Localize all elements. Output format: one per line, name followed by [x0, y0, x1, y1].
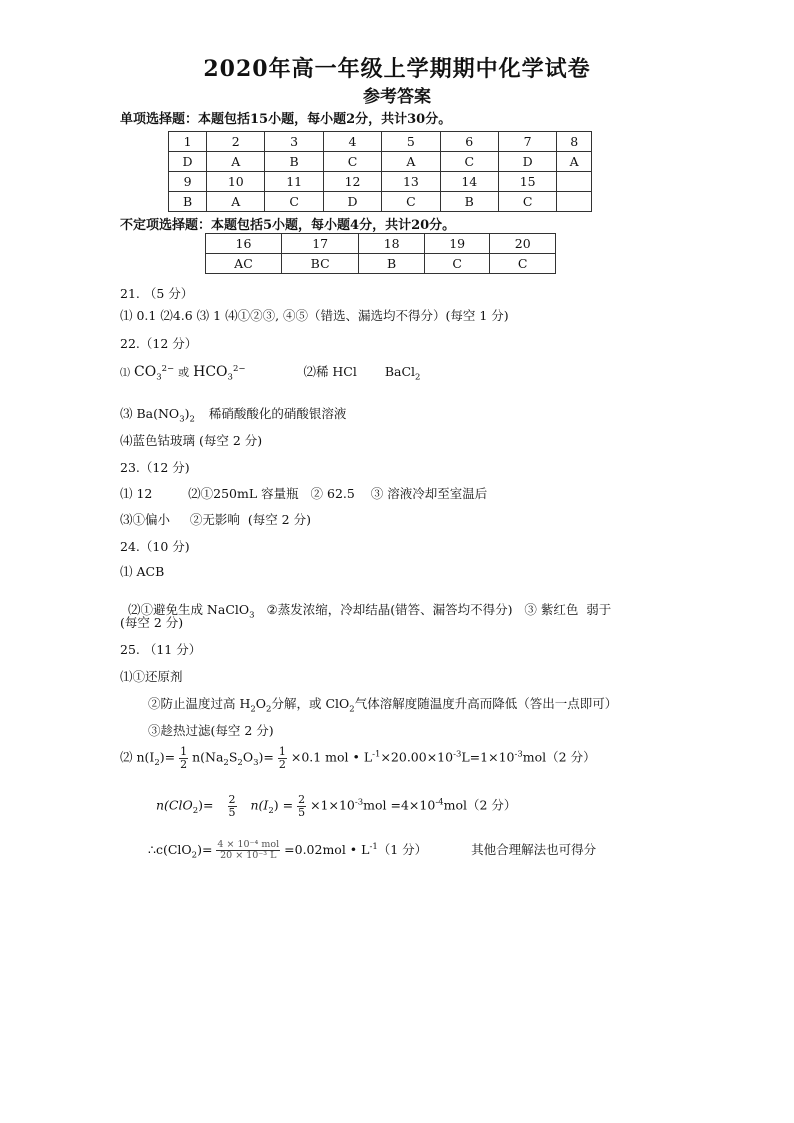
multi-choice-cell: 16 — [206, 234, 282, 254]
single-choice-cell: C — [265, 192, 323, 212]
question-21-answer: ⑴ 0.1 ⑵4.6 ⑶ 1 ⑷①②③, ④⑤（错选、漏选均不得分）(每空 1 分) — [120, 308, 509, 323]
single-choice-row — [169, 172, 592, 192]
question-25-answer-2: ②防止温度过高 $H_2O_2$分解，或 ClO$_2$气体溶解度随温度升高而降低（答出一点即可） — [148, 696, 618, 715]
single-choice-cell: C — [498, 192, 556, 212]
question-24-answer-1: ⑴ ACB — [120, 564, 165, 579]
multi-choice-answer-table — [205, 233, 556, 274]
multi-choice-row — [206, 234, 556, 254]
single-choice-cell: 7 — [498, 132, 556, 152]
multi-choice-cell: B — [359, 254, 425, 274]
multi-choice-cell: 18 — [359, 234, 425, 254]
single-choice-answer-table — [168, 131, 592, 212]
single-choice-cell: 15 — [498, 172, 556, 192]
question-24-answer-2: ⑵①避免生成 NaClO$_3$ ②蒸发浓缩，冷却结晶(错答、漏答均不得分) ③ 紫红色 弱于 — [127, 602, 612, 621]
single-choice-cell: 3 — [265, 132, 323, 152]
multi-choice-cell: AC — [206, 254, 282, 274]
question-24-answer-note: (每空 2 分) — [120, 615, 184, 630]
single-choice-cell — [557, 172, 592, 192]
single-choice-cell: 12 — [323, 172, 381, 192]
fraction-concentration: $\frac{\text{4 × 10⁻⁴ mol}}{\text{20 × 10⁻³ L}}$ — [217, 839, 280, 861]
single-choice-cell: A — [207, 192, 265, 212]
question-23-answer-3: ⑶①偏小 ②无影响 (每空 2 分) — [120, 512, 311, 527]
single-choice-cell: 11 — [265, 172, 323, 192]
fraction-two-fifths: $\frac{2}{5}$ — [228, 793, 236, 819]
question-22-answer-4: ⑷蓝色钴玻璃 (每空 2 分) — [120, 433, 263, 448]
single-choice-cell: 8 — [557, 132, 592, 152]
multi-choice-cell: BC — [281, 254, 358, 274]
question-25-answer-1: ⑴①还原剂 — [120, 669, 183, 684]
single-choice-row — [169, 192, 592, 212]
single-choice-cell: C — [323, 152, 381, 172]
question-25-heading: 25. （11 分） — [120, 642, 202, 657]
multi-choice-cell: 17 — [281, 234, 358, 254]
page-title: 2020年高一年级上学期期中化学试卷 — [203, 56, 591, 82]
single-choice-cell: 6 — [440, 132, 498, 152]
multi-choice-cell: 20 — [490, 234, 556, 254]
single-choice-row — [169, 152, 592, 172]
calc-line-2: n(ClO$_2$)= $\frac{2}{5}$ $n(I_2)$ = $\frac{2}{5}$ $\times 1\times 10^{-3}mol =4\times 10^{-4}mol(2$ 分） — [156, 793, 517, 819]
single-choice-cell: D — [498, 152, 556, 172]
fraction-one-half: $\frac{1}{2}$ — [180, 745, 188, 771]
single-choice-cell: 4 — [323, 132, 381, 152]
question-23-heading: 23.（12 分) — [120, 460, 190, 475]
single-choice-cell: 9 — [169, 172, 207, 192]
section-multi-choice-heading: 不定项选择题：本题包括5小题，每小题4分，共计20分。 — [120, 218, 456, 233]
single-choice-cell: B — [440, 192, 498, 212]
single-choice-cell: A — [382, 152, 440, 172]
single-choice-cell: C — [382, 192, 440, 212]
section-single-choice-heading: 单项选择题：本题包括15小题，每小题2分，共计30分。 — [120, 112, 452, 127]
question-21-heading: 21. （5 分） — [120, 286, 194, 301]
single-choice-cell — [557, 192, 592, 212]
multi-choice-cell: C — [424, 254, 490, 274]
calc-line-1: ⑵ $n(I_2)=$ $\frac{1}{2}$ $n(Na_2S_2O_3)=$ $\frac{1}{2}$ ×0.1 mol • $L^{-1}\times 20.00\times 10^{-3}L=1\times 10^{-3}mol(2$ 分） — [120, 745, 596, 771]
question-22-answer-1: ⑴ $CO_3^{2-}$ 或 $HCO_3^{2-}$ ⑵稀 HCl BaCl$_2$ — [120, 363, 421, 383]
single-choice-cell: 13 — [382, 172, 440, 192]
single-choice-cell: C — [440, 152, 498, 172]
question-24-heading: 24.（10 分) — [120, 539, 190, 554]
multi-choice-row — [206, 254, 556, 274]
fraction-two-fifths-2: $\frac{2}{5}$ — [298, 793, 306, 819]
question-22-heading: 22.（12 分） — [120, 336, 198, 351]
single-choice-cell: D — [323, 192, 381, 212]
single-choice-cell: 14 — [440, 172, 498, 192]
single-choice-cell: B — [265, 152, 323, 172]
question-23-answer-1: ⑴ 12 ⑵①250mL 容量瓶 ② 62.5 ③ 溶液冷却至室温后 — [120, 486, 488, 501]
single-choice-cell: 1 — [169, 132, 207, 152]
single-choice-cell: B — [169, 192, 207, 212]
fraction-one-half-2: $\frac{1}{2}$ — [278, 745, 286, 771]
question-22-answer-3: ⑶ $Ba(NO_3)_2$ 稀硝酸酸化的硝酸银溶液 — [120, 406, 347, 425]
single-choice-cell: A — [557, 152, 592, 172]
multi-choice-cell: C — [490, 254, 556, 274]
question-25-answer-3: ③趁热过滤(每空 2 分) — [148, 723, 274, 738]
single-choice-cell: 2 — [207, 132, 265, 152]
calc-line-3: ∴c(ClO$_2$)= $\frac{\text{4 × 10⁻⁴ mol}}{\text{20 × 10⁻³ L}}$ =0.02mol • $L^{-1}(1$ 分） 其他合理解法也可得分 — [148, 839, 597, 861]
single-choice-cell: 5 — [382, 132, 440, 152]
single-choice-cell: A — [207, 152, 265, 172]
single-choice-row — [169, 132, 592, 152]
multi-choice-cell: 19 — [424, 234, 490, 254]
page-subtitle: 参考答案 — [363, 87, 431, 107]
single-choice-cell: D — [169, 152, 207, 172]
single-choice-cell: 10 — [207, 172, 265, 192]
